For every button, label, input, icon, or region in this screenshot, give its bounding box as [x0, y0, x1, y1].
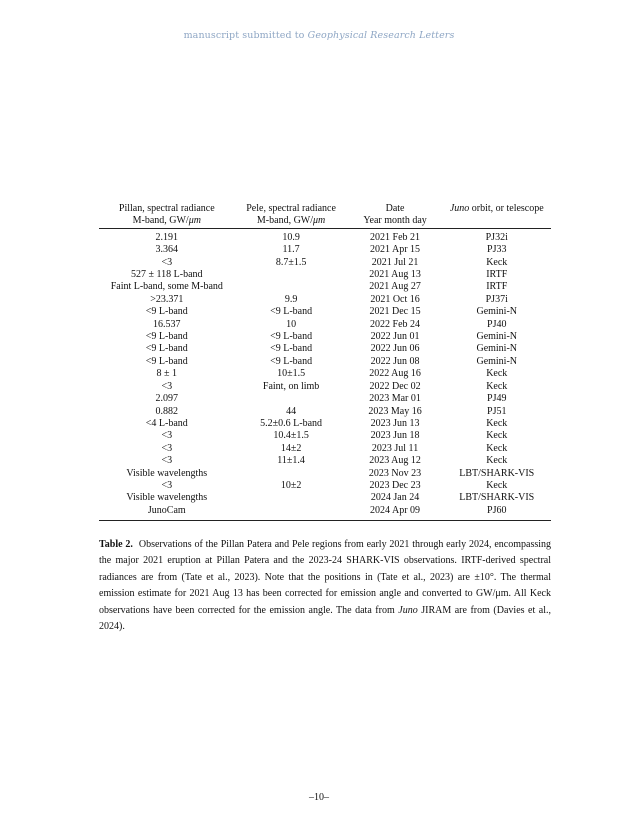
- column-header-date: [348, 201, 443, 228]
- date-cell: 2021 Aug 13: [369, 269, 421, 281]
- table-row: [99, 331, 551, 343]
- caption-text-part1: Observations of the Pillan Patera and Pele regions from early 2021 through early 2024, encompassing the major 2021 eruption at Pillan Patera and the 2023-24 SHARK-VIS observations. IRTF-derived spectral radiances are from (Tate et al., 2023). Note that the positions in (Tate et al., 2023) are ±10°. The thermal emission estimate for 2021 Aug 13 has been corrected for emission angle and converted to GW/μm. All Keck observations have been corrected for the emission angle. The data from: [99, 539, 552, 616]
- caption-juno: Juno: [398, 604, 418, 616]
- table-row: [99, 430, 551, 442]
- table-row: [99, 281, 551, 293]
- column-header-orbit-line1: Juno orbit, or telescope: [449, 203, 544, 214]
- table-row: [99, 468, 551, 480]
- orbit-telescope-cell: LBT/SHARK-VIS: [459, 467, 535, 479]
- table-row: [99, 418, 551, 430]
- table-row: [99, 257, 551, 269]
- pillan-radiance-cell: 2.191: [155, 231, 179, 243]
- orbit-telescope-cell: Keck: [486, 368, 508, 380]
- date-cell: 2023 Jul 11: [371, 442, 419, 454]
- pele-radiance-cell: <9 L-band: [270, 355, 313, 367]
- orbit-telescope-cell: LBT/SHARK-VIS: [459, 492, 535, 504]
- date-cell: 2023 Jun 13: [370, 417, 420, 429]
- table-row: [99, 406, 551, 418]
- pillan-radiance-cell: Faint L-band, some M-band: [110, 281, 223, 293]
- pele-radiance-cell: 5.2±0.6 L-band: [260, 417, 323, 429]
- date-cell: 2022 Aug 16: [369, 368, 421, 380]
- pele-radiance-cell: [235, 281, 348, 293]
- pillan-radiance-cell: JunoCam: [99, 505, 235, 521]
- orbit-telescope-cell: IRTF: [486, 281, 508, 293]
- pele-radiance-cell: 44: [286, 405, 297, 417]
- column-header-date-line1: Date: [385, 203, 405, 214]
- table-row: [99, 306, 551, 318]
- date-cell: 2022 Jun 01: [370, 331, 420, 343]
- orbit-telescope-cell: PJ32i: [485, 231, 508, 243]
- table-row: [99, 269, 551, 281]
- orbit-telescope-cell: Keck: [486, 455, 508, 467]
- date-cell: 2023 Aug 12: [369, 455, 421, 467]
- pele-radiance-cell: [235, 269, 348, 281]
- journal-name: Geophysical Research Letters: [307, 30, 455, 41]
- pele-radiance-cell: 9.9: [284, 293, 298, 305]
- date-cell: 2022 Dec 02: [369, 380, 421, 392]
- table-row: [99, 319, 551, 331]
- table-header-row: [99, 201, 551, 228]
- table-body: [99, 228, 551, 520]
- table-row: [99, 228, 551, 244]
- orbit-telescope-cell: Keck: [486, 380, 508, 392]
- pillan-radiance-cell: <3: [161, 442, 173, 454]
- orbit-telescope-cell: Gemini-N: [476, 343, 518, 355]
- orbit-telescope-cell: PJ51: [487, 405, 507, 417]
- table-row: [99, 381, 551, 393]
- observations-table: [99, 201, 551, 521]
- orbit-telescope-cell: PJ37i: [485, 293, 508, 305]
- pele-radiance-cell: 14±2: [280, 442, 302, 454]
- observations-table-container: [99, 201, 551, 521]
- orbit-telescope-cell: PJ40: [487, 318, 507, 330]
- date-cell: 2023 May 16: [368, 405, 422, 417]
- orbit-telescope-cell: Gemini-N: [476, 306, 518, 318]
- pillan-radiance-cell: Visible wavelengths: [126, 492, 208, 504]
- date-cell: 2024 Apr 09: [348, 505, 443, 521]
- orbit-telescope-cell: Keck: [486, 479, 508, 491]
- table-row: [99, 244, 551, 256]
- table-row: [99, 393, 551, 405]
- pele-radiance-cell: 10: [286, 318, 297, 330]
- column-header-pele-line1: Pele, spectral radiance: [246, 203, 336, 214]
- column-header-date-line2: Year month day: [363, 215, 427, 227]
- date-cell: 2022 Jun 06: [370, 343, 420, 355]
- orbit-telescope-cell: Gemini-N: [476, 331, 518, 343]
- column-header-pillan-line1: Pillan, spectral radiance: [118, 203, 215, 214]
- column-header-pillan: [99, 201, 235, 228]
- date-cell: 2023 Nov 23: [368, 467, 422, 479]
- table-row: [99, 368, 551, 380]
- pillan-radiance-cell: <4 L-band: [145, 417, 188, 429]
- running-header-prefix: manuscript submitted to: [183, 30, 308, 41]
- date-cell: 2022 Feb 24: [370, 318, 421, 330]
- pillan-radiance-cell: 2.097: [155, 393, 179, 405]
- date-cell: 2021 Feb 21: [370, 231, 421, 243]
- table-row: [99, 480, 551, 492]
- table-row: [99, 343, 551, 355]
- date-cell: 2023 Mar 01: [369, 393, 421, 405]
- column-header-pillan-line2: M-band, GW/μm: [132, 215, 201, 227]
- pele-radiance-cell: [235, 492, 348, 504]
- orbit-telescope-cell: PJ49: [487, 393, 507, 405]
- pele-radiance-cell: 10±1.5: [277, 368, 306, 380]
- date-cell: 2023 Jun 18: [370, 430, 420, 442]
- pillan-radiance-cell: <3: [161, 380, 173, 392]
- pillan-radiance-cell: 0.882: [155, 405, 179, 417]
- page-number: –10–: [309, 792, 329, 803]
- table-row: [99, 294, 551, 306]
- pele-radiance-cell: 10.4±1.5: [273, 430, 309, 442]
- pillan-radiance-cell: <9 L-band: [145, 355, 188, 367]
- orbit-telescope-cell: Keck: [486, 417, 508, 429]
- pillan-radiance-cell: <9 L-band: [145, 331, 188, 343]
- table-row: [99, 492, 551, 504]
- pele-radiance-cell: Faint, on limb: [262, 380, 320, 392]
- column-header-orbit: [443, 201, 552, 228]
- caption-label: Table 2.: [99, 539, 133, 550]
- orbit-telescope-cell: PJ33: [487, 244, 507, 256]
- pele-radiance-cell: [235, 505, 348, 521]
- pele-radiance-cell: <9 L-band: [270, 343, 313, 355]
- pillan-radiance-cell: >23.371: [150, 293, 184, 305]
- pillan-radiance-cell: <9 L-band: [145, 343, 188, 355]
- pele-radiance-cell: 11±1.4: [277, 455, 305, 467]
- table-row: [99, 455, 551, 467]
- table-row: [99, 443, 551, 455]
- date-cell: 2021 Dec 15: [369, 306, 421, 318]
- pillan-radiance-cell: 8 ± 1: [156, 368, 178, 380]
- table-header: [99, 201, 551, 228]
- orbit-telescope-cell: IRTF: [486, 269, 508, 281]
- running-header: [0, 30, 638, 41]
- pele-radiance-cell: [235, 468, 348, 480]
- orbit-telescope-cell: Keck: [486, 256, 508, 268]
- pillan-radiance-cell: <3: [161, 430, 173, 442]
- caption-text-part2: JIRAM are from (Davies et al., 2024).: [99, 604, 551, 633]
- column-header-pele: [235, 201, 348, 228]
- date-cell: 2021 Aug 27: [369, 281, 421, 293]
- pillan-radiance-cell: <3: [161, 479, 173, 491]
- pele-radiance-cell: 10±2: [280, 479, 302, 491]
- pillan-radiance-cell: Visible wavelengths: [126, 467, 208, 479]
- column-header-pele-line2: M-band, GW/μm: [256, 215, 326, 227]
- table-caption: [99, 537, 551, 635]
- date-cell: 2021 Apr 15: [370, 244, 421, 256]
- pillan-radiance-cell: 527 ± 118 L-band: [131, 269, 203, 281]
- pele-radiance-cell: 10.9: [282, 231, 300, 243]
- pillan-radiance-cell: 3.364: [155, 244, 179, 256]
- orbit-telescope-cell: Gemini-N: [476, 355, 518, 367]
- date-cell: 2022 Jun 08: [370, 355, 420, 367]
- orbit-telescope-cell: Keck: [486, 442, 508, 454]
- pillan-radiance-cell: <9 L-band: [145, 306, 188, 318]
- date-cell: 2023 Dec 23: [369, 479, 421, 491]
- date-cell: 2024 Jan 24: [370, 492, 420, 504]
- pele-radiance-cell: 8.7±1.5: [275, 256, 307, 268]
- pillan-radiance-cell: <3: [161, 256, 173, 268]
- pillan-radiance-cell: <3: [161, 455, 173, 467]
- table-row: [99, 356, 551, 368]
- pillan-radiance-cell: 16.537: [153, 318, 181, 330]
- pele-radiance-cell: <9 L-band: [270, 331, 313, 343]
- pele-radiance-cell: 11.7: [282, 244, 300, 256]
- orbit-telescope-cell: Keck: [486, 430, 508, 442]
- pele-radiance-cell: <9 L-band: [270, 306, 313, 318]
- pele-radiance-cell: [235, 393, 348, 405]
- date-cell: 2021 Oct 16: [370, 293, 420, 305]
- date-cell: 2021 Jul 21: [371, 256, 419, 268]
- table-row: [99, 505, 551, 521]
- orbit-telescope-cell: PJ60: [443, 505, 552, 521]
